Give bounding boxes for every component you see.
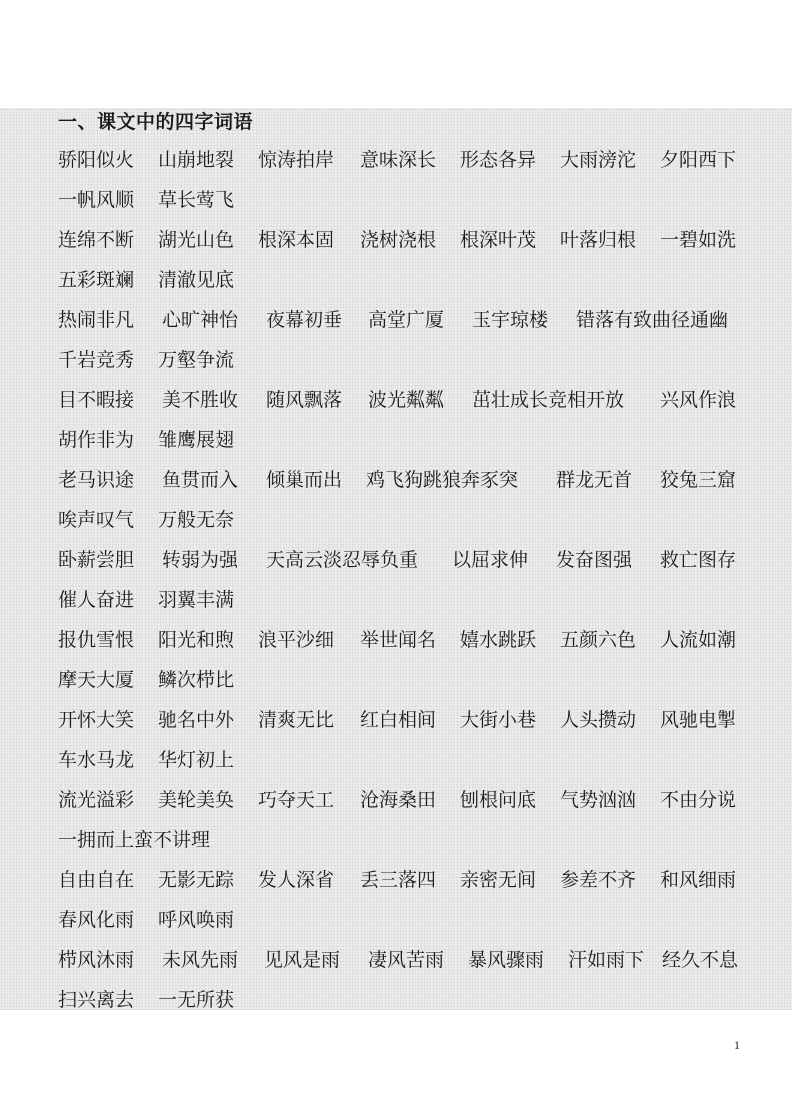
idiom-word: 惊涛拍岸 [258, 149, 335, 171]
idiom-word: 和风细雨 [660, 869, 737, 891]
word-line [58, 980, 748, 1020]
idiom-word: 阳光和煦 [158, 629, 235, 651]
idiom-word: 华灯初上 [158, 749, 235, 771]
idiom-word: 经久不息 [662, 949, 739, 971]
idiom-word: 开怀大笑 [58, 709, 135, 731]
idiom-word: 美轮美奂 [158, 789, 235, 811]
idiom-word: 亲密无间 [460, 869, 537, 891]
idiom-word: 人流如潮 [660, 629, 737, 651]
idiom-word: 形态各异 [460, 149, 537, 171]
idiom-word: 未风先雨 [162, 949, 239, 971]
idiom-word: 雏鹰展翅 [158, 429, 235, 451]
idiom-word: 红白相间 [360, 709, 437, 731]
idiom-word: 五彩斑斓 [58, 269, 135, 291]
idiom-word: 报仇雪恨 [58, 629, 135, 651]
idiom-word: 唉声叹气 [58, 509, 135, 531]
idiom-word: 倾巢而出 [266, 469, 343, 491]
idiom-word: 扫兴离去 [58, 989, 135, 1011]
idiom-word: 丢三落四 [360, 869, 437, 891]
word-line [58, 180, 748, 220]
idiom-word: 卧薪尝胆 [58, 549, 135, 571]
word-line [58, 420, 748, 460]
idiom-word: 刨根问底 [460, 789, 537, 811]
idiom-word: 转弱为强 [162, 549, 239, 571]
word-line [58, 460, 748, 500]
idiom-word: 春风化雨 [58, 909, 135, 931]
idiom-word: 随风飘落 [266, 389, 343, 411]
idiom-word: 群龙无首 [556, 469, 633, 491]
idiom-word: 根深叶茂 [460, 229, 537, 251]
word-line [58, 220, 748, 260]
word-line [58, 700, 748, 740]
idiom-word: 摩天大厦 [58, 669, 135, 691]
idiom-word: 无影无踪 [158, 869, 235, 891]
idiom-word: 叶落归根 [560, 229, 637, 251]
idiom-word: 夕阳西下 [660, 149, 737, 171]
idiom-word: 夜幕初垂 [266, 309, 343, 331]
idiom-word: 老马识途 [58, 469, 135, 491]
idiom-word: 一碧如洗 [660, 229, 737, 251]
idiom-word: 热闹非凡 [58, 309, 135, 331]
idiom-word: 波光粼粼 [368, 389, 445, 411]
word-line [58, 540, 748, 580]
idiom-word: 沧海桑田 [360, 789, 437, 811]
idiom-word: 鱼贯而入 [162, 469, 239, 491]
section-heading: 一、课文中的四字词语 [58, 111, 254, 133]
idiom-word: 巧夺天工 [258, 789, 335, 811]
idiom-word: 根深本固 [258, 229, 335, 251]
word-line [58, 860, 748, 900]
idiom-word: 清澈见底 [158, 269, 235, 291]
idiom-word: 湖光山色 [158, 229, 235, 251]
idiom-word: 清爽无比 [258, 709, 335, 731]
idiom-word: 栉风沐雨 [58, 949, 135, 971]
word-line [58, 820, 748, 860]
idiom-word: 一帆风顺 [58, 189, 135, 211]
idiom-word: 自由自在 [58, 869, 135, 891]
idiom-word: 不由分说 [660, 789, 737, 811]
idiom-word: 暴风骤雨 [468, 949, 545, 971]
idiom-word: 目不暇接 [58, 389, 135, 411]
idiom-word: 心旷神怡 [162, 309, 239, 331]
idiom-word: 浇树浇根 [360, 229, 437, 251]
idiom-word: 骄阳似火 [58, 149, 135, 171]
idiom-word: 鳞次栉比 [158, 669, 235, 691]
word-line [58, 740, 748, 780]
word-line [58, 620, 748, 660]
word-line [58, 140, 748, 180]
word-line [58, 260, 748, 300]
idiom-word: 发人深省 [258, 869, 335, 891]
word-line [58, 300, 748, 340]
idiom-word: 举世闻名 [360, 629, 437, 651]
word-line [58, 780, 748, 820]
idiom-word: 胡作非为 [58, 429, 135, 451]
idiom-word: 救亡图存 [660, 549, 737, 571]
idiom-word: 气势汹汹 [560, 789, 637, 811]
idiom-word: 羽翼丰满 [158, 589, 235, 611]
idiom-word: 驰名中外 [158, 709, 235, 731]
word-line [58, 940, 748, 980]
idiom-word: 连绵不断 [58, 229, 135, 251]
idiom-word: 意味深长 [360, 149, 437, 171]
idiom-word: 狡兔三窟 [660, 469, 737, 491]
idiom-word: 五颜六色 [560, 629, 637, 651]
idiom-word: 以屈求伸 [452, 549, 529, 571]
idiom-word: 千岩竞秀 [58, 349, 135, 371]
idiom-word: 美不胜收 [162, 389, 239, 411]
word-line [58, 380, 748, 420]
page-number: 1 [734, 1038, 740, 1052]
idiom-word: 风驰电掣 [660, 709, 737, 731]
idiom-word: 催人奋进 [58, 589, 135, 611]
idiom-word: 参差不齐 [560, 869, 637, 891]
idiom-word: 见风是雨 [264, 949, 341, 971]
idiom-word: 山崩地裂 [158, 149, 235, 171]
word-line [58, 500, 748, 540]
idiom-word: 玉宇琼楼 [472, 309, 549, 331]
idiom-word: 人头攒动 [560, 709, 637, 731]
idiom-word: 一无所获 [158, 989, 235, 1011]
idiom-word: 嬉水跳跃 [460, 629, 537, 651]
idiom-word: 汗如雨下 [568, 949, 645, 971]
idiom-word: 茁壮成长竞相开放 [472, 389, 625, 411]
idiom-word: 车水马龙 [58, 749, 135, 771]
idiom-word: 大街小巷 [460, 709, 537, 731]
idiom-word: 天高云淡忍辱负重 [266, 549, 419, 571]
idiom-word: 鸡飞狗跳狼奔豕突 [366, 469, 519, 491]
idiom-word: 一拥而上蛮不讲理 [58, 829, 211, 851]
idiom-word: 错落有致曲径通幽 [576, 309, 729, 331]
idiom-word: 草长莺飞 [158, 189, 235, 211]
idiom-word: 万壑争流 [158, 349, 235, 371]
idiom-word: 兴风作浪 [660, 389, 737, 411]
word-line [58, 900, 748, 940]
word-line [58, 580, 748, 620]
idiom-word: 流光溢彩 [58, 789, 135, 811]
idiom-word: 呼风唤雨 [158, 909, 235, 931]
idiom-word: 凄风苦雨 [368, 949, 445, 971]
idiom-word: 浪平沙细 [258, 629, 335, 651]
word-line [58, 340, 748, 380]
idiom-word: 万般无奈 [158, 509, 235, 531]
idiom-word: 高堂广厦 [368, 309, 445, 331]
idiom-word: 发奋图强 [556, 549, 633, 571]
idiom-word: 大雨滂沱 [560, 149, 637, 171]
word-line [58, 660, 748, 700]
